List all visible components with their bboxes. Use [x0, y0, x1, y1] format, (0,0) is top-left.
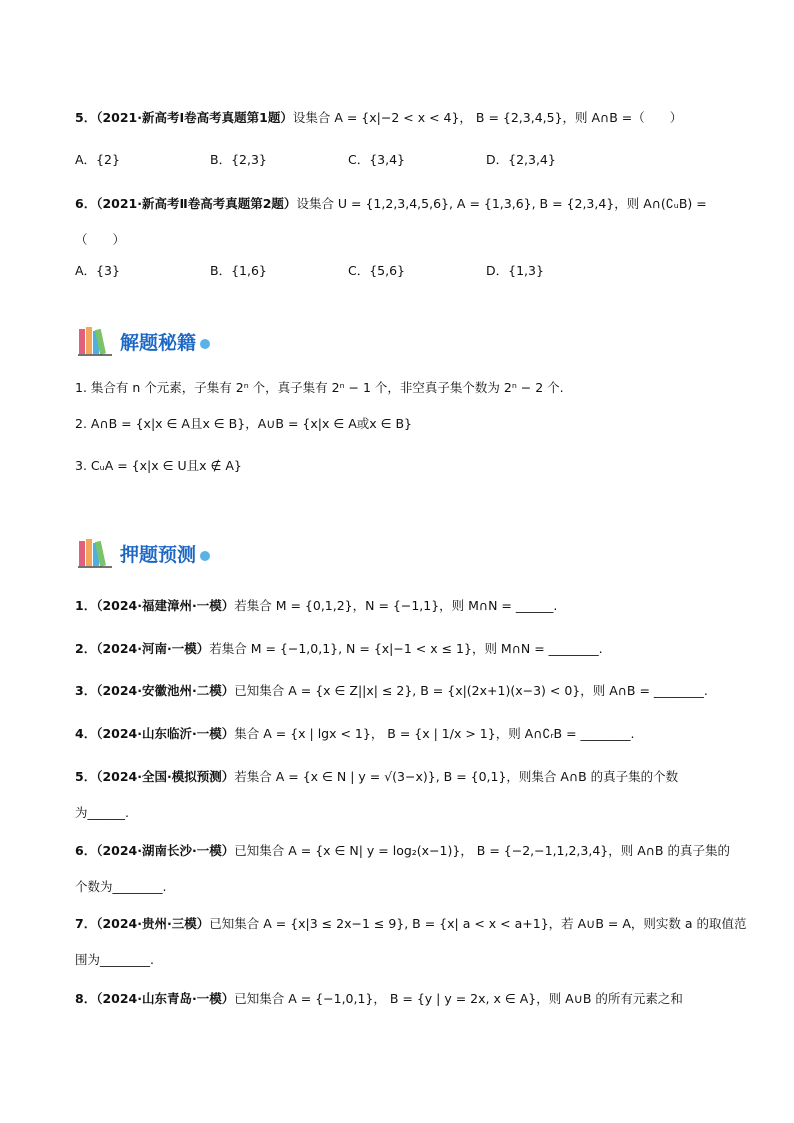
question-number: 5．: [75, 110, 97, 125]
question-source: （2024·安徽池州·二模）: [96, 683, 235, 698]
question-text: 已知集合 A = {x ∈ N| y = log₂(x−1)}， B = {−2,−1,1,2,3,4}，则 A∩B 的真子集的: [234, 843, 730, 858]
question-number: 5．: [75, 769, 97, 784]
question-number: 2．: [75, 641, 97, 656]
section-title: 解题秘籍: [120, 331, 197, 354]
section-heading-predictions: [78, 538, 210, 568]
question-number: 1．: [75, 598, 97, 613]
exam-question-5: [75, 108, 682, 126]
option-b[interactable]: B．{2,3}: [210, 152, 267, 167]
prediction-question-1: [75, 596, 557, 614]
question-source: （2024·全国·模拟预测）: [96, 769, 235, 784]
question-number: 3．: [75, 683, 97, 698]
question-number: 4．: [75, 726, 97, 741]
prediction-question-5-continued: 为______.: [75, 805, 129, 820]
tip-1: 1. 集合有 n 个元素，子集有 2ⁿ 个，真子集有 2ⁿ − 1 个，非空真子集个数为 2ⁿ − 2 个.: [75, 380, 564, 395]
question-text: 若集合 M = {0,1,2}，N = {−1,1}，则 M∩N = ______.: [234, 598, 558, 613]
section-heading-tips: [78, 326, 210, 356]
question-text: 若集合 A = {x ∈ N | y = √(3−x)}, B = {0,1}，则集合 A∩B 的真子集的个数: [234, 769, 679, 784]
question-source: （2024·山东临沂·一模）: [96, 726, 235, 741]
exam-question-6: [75, 194, 707, 212]
option-a[interactable]: A．{2}: [75, 152, 120, 167]
exam-question-6-continued: （ ）: [75, 232, 126, 247]
tip-3: 3. CᵤA = {x|x ∈ U且x ∉ A}: [75, 458, 242, 473]
prediction-question-7-continued: 围为________.: [75, 952, 154, 967]
option-c[interactable]: C．{5,6}: [348, 263, 406, 278]
option-c[interactable]: C．{3,4}: [348, 152, 406, 167]
option-d[interactable]: D．{1,3}: [486, 263, 544, 278]
question-text: 设集合 A = {x|−2 < x < 4}， B = {2,3,4,5}，则 A∩B =（ ）: [292, 110, 683, 125]
question-source: （2021·新高考Ⅰ卷高考真题第1题）: [96, 110, 293, 125]
question-source: （2024·贵州·三模）: [96, 916, 210, 931]
prediction-question-3: [75, 681, 708, 699]
section-title: 押题预测: [120, 543, 197, 566]
books-icon: [78, 326, 116, 356]
prediction-question-8: [75, 989, 683, 1007]
books-icon: [78, 538, 116, 568]
question-text: 若集合 M = {−1,0,1}, N = {x|−1 < x ≤ 1}，则 M∩N = ________.: [209, 641, 603, 656]
tip-2: 2. A∩B = {x|x ∈ A且x ∈ B}，A∪B = {x|x ∈ A或x ∈ B}: [75, 416, 413, 431]
prediction-question-4: [75, 724, 635, 742]
option-a[interactable]: A．{3}: [75, 263, 120, 278]
prediction-question-6-continued: 个数为________.: [75, 879, 167, 894]
question-source: （2024·河南·一模）: [96, 641, 210, 656]
question-source: （2024·湖南长沙·一模）: [96, 843, 235, 858]
option-d[interactable]: D．{2,3,4}: [486, 152, 556, 167]
prediction-question-2: [75, 639, 603, 657]
question-number: 6．: [75, 196, 97, 211]
question-number: 8．: [75, 991, 97, 1006]
question-source: （2024·山东青岛·一模）: [96, 991, 235, 1006]
bullet-dot: [200, 551, 210, 561]
question-text: 设集合 U = {1,2,3,4,5,6}, A = {1,3,6}, B = {2,3,4}，则 A∩(∁ᵤB) =: [296, 196, 707, 211]
prediction-question-6: [75, 841, 730, 859]
option-b[interactable]: B．{1,6}: [210, 263, 267, 278]
question-text: 已知集合 A = {x ∈ Z||x| ≤ 2}, B = {x|(2x+1)(x−3) < 0}，则 A∩B = ________.: [234, 683, 708, 698]
question-source: （2024·福建漳州·一模）: [96, 598, 235, 613]
question-number: 6．: [75, 843, 97, 858]
prediction-question-5: [75, 767, 678, 785]
question-source: （2021·新高考Ⅱ卷高考真题第2题）: [96, 196, 297, 211]
question-text: 集合 A = {x | lgx < 1}， B = {x | 1/x > 1}，则 A∩∁ᵣB = ________.: [234, 726, 635, 741]
prediction-question-7: [75, 914, 746, 932]
question-text: 已知集合 A = {x|3 ≤ 2x−1 ≤ 9}, B = {x| a < x < a+1}，若 A∪B = A，则实数 a 的取值范: [209, 916, 747, 931]
question-number: 7．: [75, 916, 97, 931]
question-text: 已知集合 A = {−1,0,1}， B = {y | y = 2x, x ∈ A}，则 A∪B 的所有元素之和: [234, 991, 683, 1006]
bullet-dot: [200, 339, 210, 349]
